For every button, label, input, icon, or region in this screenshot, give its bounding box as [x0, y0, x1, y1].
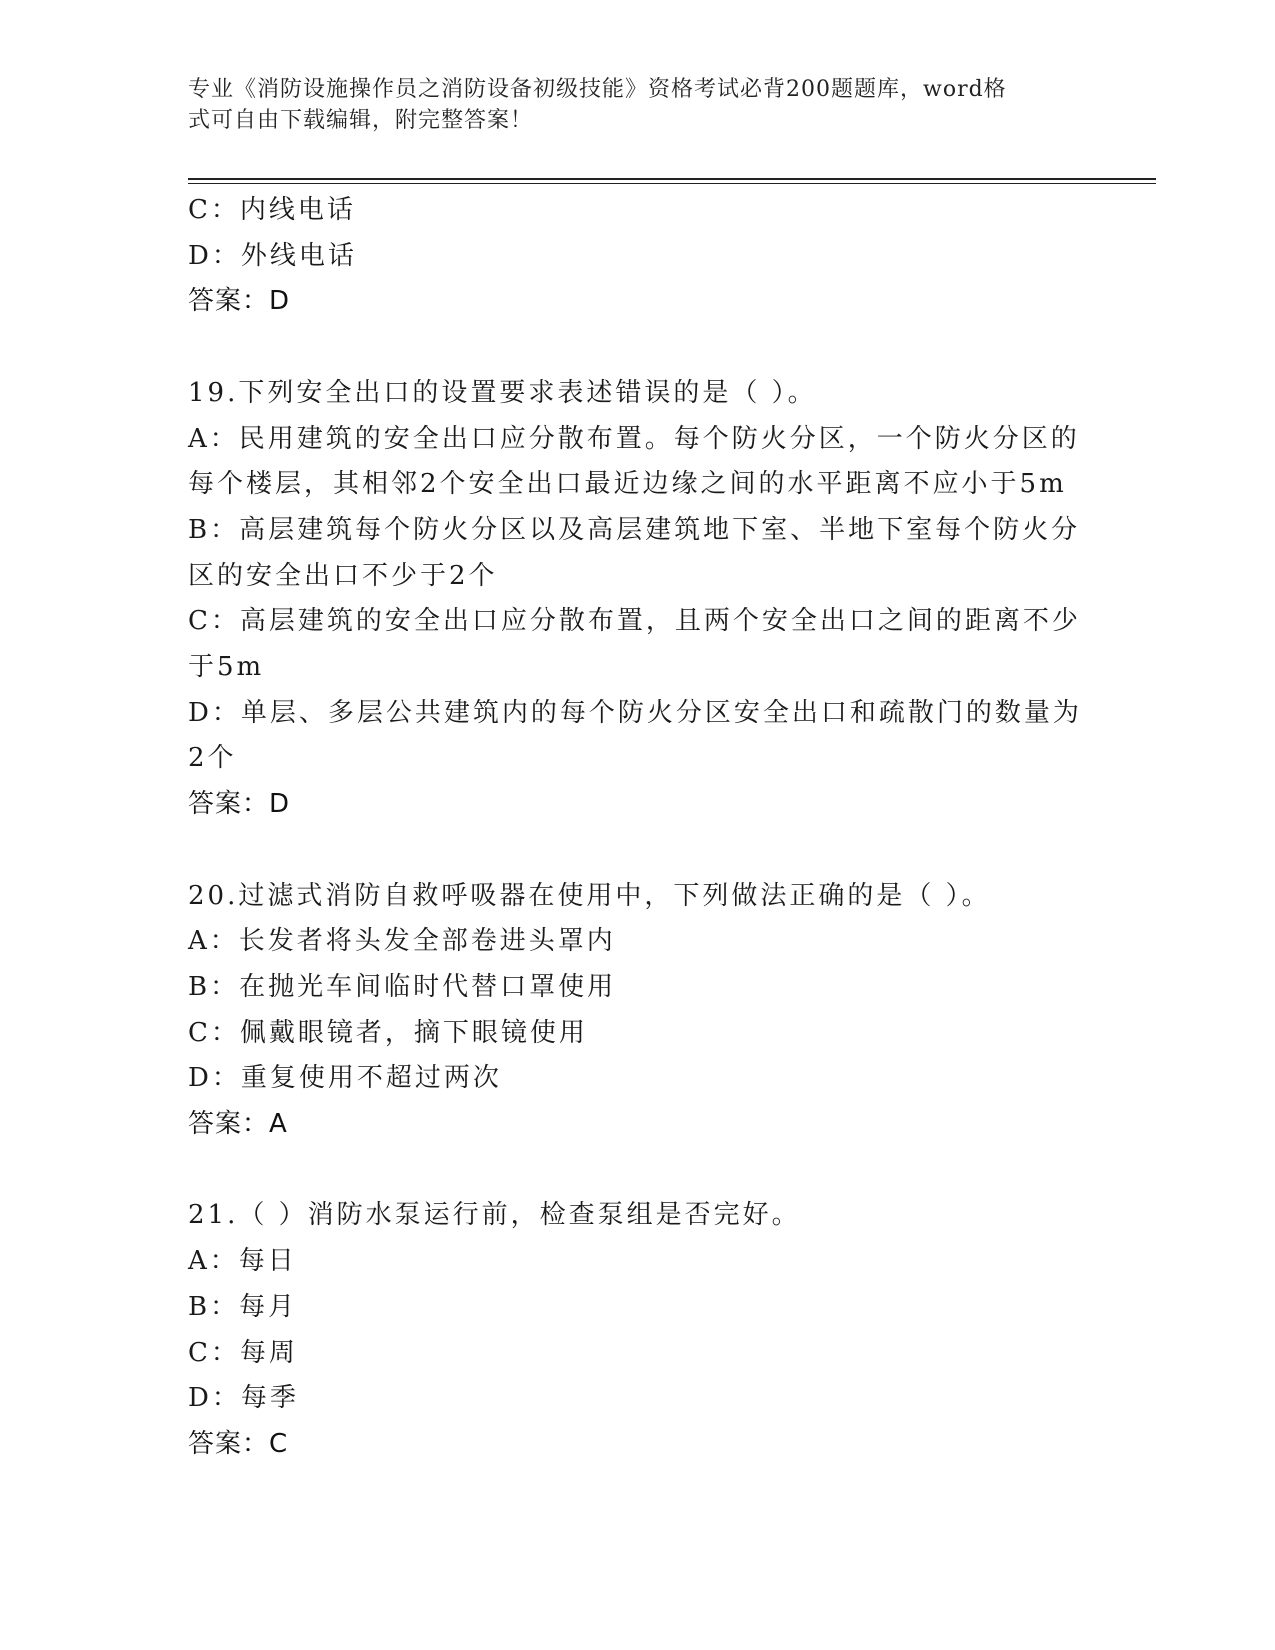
q18-answer: 答案：D [188, 286, 291, 317]
spacer [188, 1148, 1088, 1194]
question-21 [188, 1193, 1088, 1467]
header-line-1: 专业《消防设施操作员之消防设备初级技能》资格考试必背200题题库，word格 [188, 77, 1007, 102]
q19-option-c-line-2: 于5m [188, 652, 265, 683]
q21-stem: 21.（ ）消防水泵运行前，检查泵组是否完好。 [188, 1200, 801, 1231]
q20-answer: 答案：A [188, 1109, 288, 1140]
q19-stem: 19.下列安全出口的设置要求表述错误的是（ ）。 [188, 377, 817, 408]
header-divider-thin [188, 183, 1156, 184]
q19-answer: 答案：D [188, 789, 291, 820]
q19-option-a-line-2: 每个楼层，其相邻2个安全出口最近边缘之间的水平距离不应小于5m [188, 469, 1067, 500]
document-header [188, 74, 1068, 136]
question-20 [188, 874, 1088, 1148]
q20-option-a: A：长发者将头发全部卷进头罩内 [188, 926, 616, 957]
q19-option-a-line-1: A：民用建筑的安全出口应分散布置。每个防火分区，一个防火分区的 [188, 423, 1080, 454]
q19-option-d-line-2: 2个 [188, 743, 237, 774]
q21-option-c: C：每周 [188, 1337, 298, 1368]
header-line-2: 式可自由下载编辑，附完整答案！ [188, 108, 534, 133]
q19-option-b-line-1: B：高层建筑每个防火分区以及高层建筑地下室、半地下室每个防火分 [188, 514, 1081, 545]
q19-option-b-line-2: 区的安全出口不少于2个 [188, 560, 498, 591]
q21-option-d: D：每季 [188, 1383, 299, 1414]
spacer [188, 828, 1088, 874]
q21-option-b: B：每月 [188, 1291, 298, 1322]
q20-option-d: D：重复使用不超过两次 [188, 1063, 502, 1094]
spacer [188, 325, 1088, 371]
q20-stem: 20.过滤式消防自救呼吸器在使用中，下列做法正确的是（ ）。 [188, 880, 991, 911]
q21-option-a: A：每日 [188, 1246, 297, 1277]
q21-answer: 答案：C [188, 1428, 289, 1459]
question-list [188, 188, 1088, 1468]
q18-option-c: C：内线电话 [188, 195, 356, 225]
question-19 [188, 371, 1088, 828]
q19-option-d-line-1: D：单层、多层公共建筑内的每个防火分区安全出口和疏散门的数量为 [188, 697, 1082, 728]
header-divider-thick [188, 178, 1156, 180]
q20-option-b: B：在抛光车间临时代替口罩使用 [188, 971, 617, 1002]
q19-option-c-line-1: C：高层建筑的安全出口应分散布置，且两个安全出口之间的距离不少 [188, 606, 1081, 637]
q20-option-c: C：佩戴眼镜者，摘下眼镜使用 [188, 1017, 588, 1048]
question-18-tail [188, 188, 1088, 325]
q18-option-d: D：外线电话 [188, 240, 357, 271]
